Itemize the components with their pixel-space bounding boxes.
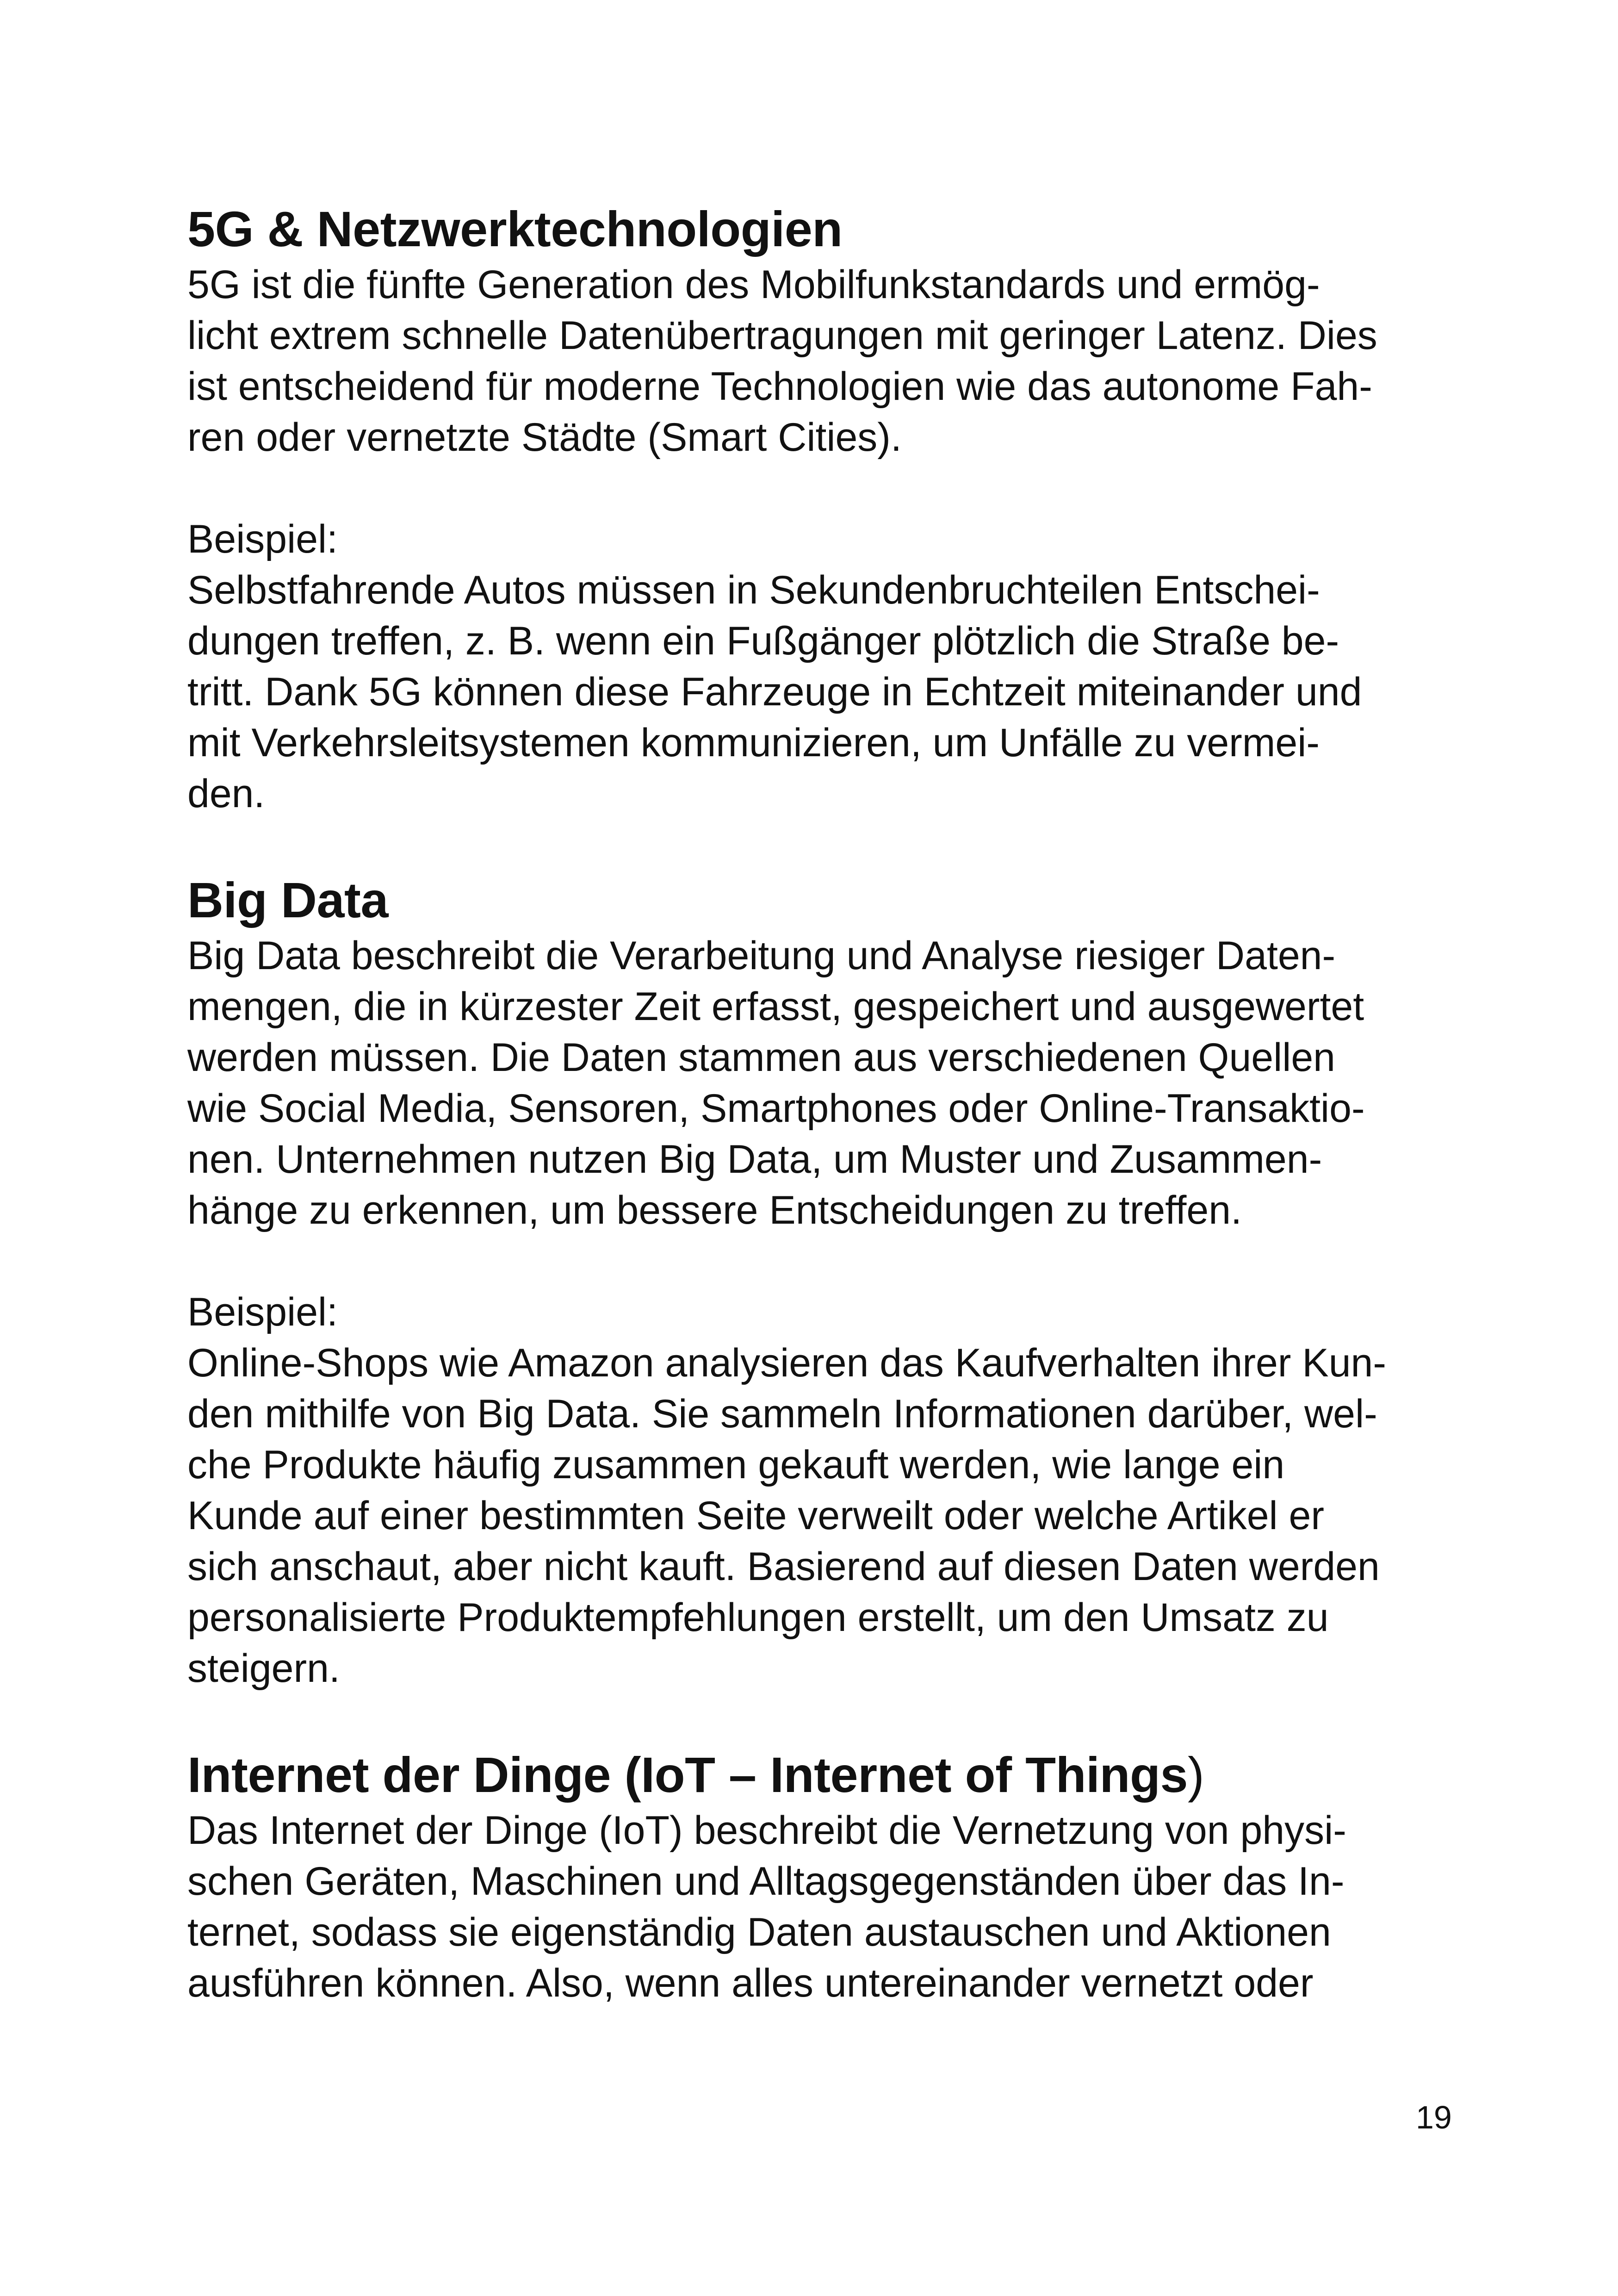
section-5g-example-line: Selbstfahrende Autos müssen in Sekundenbruchteilen Entschei- — [187, 568, 1320, 612]
section-big-data-body-line: mengen, die in kürzester Zeit erfasst, gespeichert und ausgewertet — [187, 984, 1364, 1029]
section-big-data-example-line: Kunde auf einer bestimmten Seite verweilt oder welche Artikel er — [187, 1493, 1325, 1538]
section-big-data-body-line: nen. Unternehmen nutzen Big Data, um Muster und Zusammen- — [187, 1137, 1322, 1182]
section-big-data-example-line: personalisierte Produktempfehlungen erstellt, um den Umsatz zu — [187, 1595, 1329, 1640]
section-big-data-example-line: Online-Shops wie Amazon analysieren das Kaufverhalten ihrer Kun- — [187, 1341, 1387, 1385]
paragraph-spacer — [187, 1236, 1460, 1287]
section-title-iot-main: Internet der Dinge (IoT – Internet of Things — [187, 1747, 1188, 1803]
section-big-data-body-line: werden müssen. Die Daten stammen aus verschiedenen Quellen — [187, 1035, 1335, 1080]
section-big-data-example-label: Beispiel: — [187, 1290, 338, 1334]
section-5g-body-line: 5G ist die fünfte Generation des Mobilfunkstandards und ermög- — [187, 262, 1320, 307]
section-iot-body-line: ternet, sodass sie eigenständig Daten austauschen und Aktionen — [187, 1910, 1331, 1954]
section-big-data-example-line: sich anschaut, aber nicht kauft. Basierend auf diesen Daten werden — [187, 1544, 1380, 1589]
section-iot-body-line: Das Internet der Dinge (IoT) beschreibt die Vernetzung von physi- — [187, 1808, 1346, 1853]
section-big-data-example-line: steigern. — [187, 1646, 340, 1691]
section-big-data-body-line: Big Data beschreibt die Verarbeitung und Analyse riesiger Daten- — [187, 933, 1336, 978]
section-iot-body-line: schen Geräten, Maschinen und Alltagsgegenständen über das In- — [187, 1859, 1345, 1904]
section-title-big-data: Big Data — [187, 872, 389, 928]
page-number: 19 — [1416, 2099, 1452, 2135]
section-big-data-body-line: hänge zu erkennen, um bessere Entscheidungen zu treffen. — [187, 1188, 1242, 1232]
paragraph-spacer — [187, 463, 1460, 514]
section-iot-body-line: ausführen können. Also, wenn alles untereinander vernetzt oder — [187, 1961, 1314, 2005]
section-spacer — [187, 819, 1460, 870]
section-5g-example-line: mit Verkehrsleitsystemen kommunizieren, um Unfälle zu vermei- — [187, 721, 1320, 765]
section-big-data-body-line: wie Social Media, Sensoren, Smartphones oder Online-Transaktio- — [187, 1086, 1365, 1131]
section-5g-body-line: licht extrem schnelle Datenübertragungen mit geringer Latenz. Dies — [187, 313, 1377, 358]
section-5g-example-line: tritt. Dank 5G können diese Fahrzeuge in Echtzeit miteinander und — [187, 670, 1362, 714]
section-title-iot — [187, 1745, 1460, 1805]
section-title-iot-closing: ) — [1188, 1747, 1204, 1803]
section-5g-body-line: ren oder vernetzte Städte (Smart Cities). — [187, 415, 902, 460]
section-big-data-example-line: den mithilfe von Big Data. Sie sammeln Informationen darüber, wel- — [187, 1392, 1377, 1436]
section-5g-example-line: den. — [187, 772, 265, 816]
section-big-data-example-line: che Produkte häufig zusammen gekauft werden, wie lange ein — [187, 1443, 1285, 1487]
section-5g-body-line: ist entscheidend für moderne Technologien wie das autonome Fah- — [187, 364, 1372, 409]
page-content — [187, 199, 1460, 2009]
section-5g-example-label: Beispiel: — [187, 517, 338, 561]
section-5g-example-line: dungen treffen, z. B. wenn ein Fußgänger plötzlich die Straße be- — [187, 619, 1339, 663]
section-spacer — [187, 1694, 1460, 1745]
section-title-5g: 5G & Netzwerktechnologien — [187, 201, 843, 257]
